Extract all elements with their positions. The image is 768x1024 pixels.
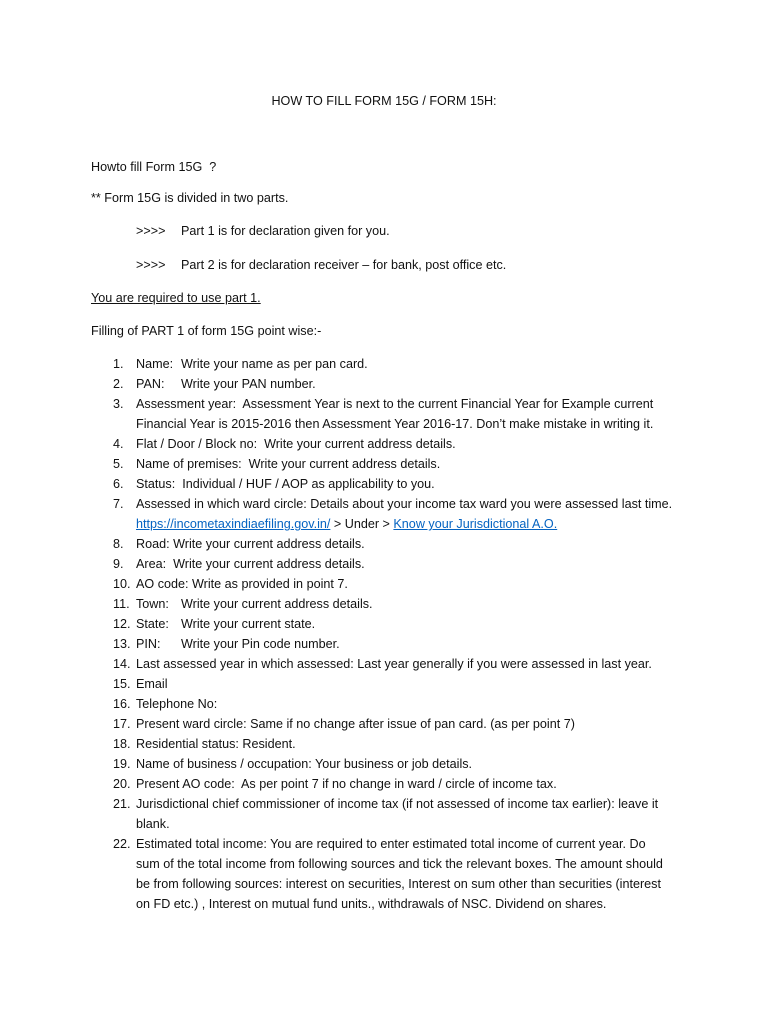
point-text: Telephone No: — [136, 697, 218, 711]
point-text: Jurisdictional chief commissioner of income tax (if not assessed of income tax earlier): leave it — [136, 797, 659, 811]
point-item-17 — [0, 714, 768, 734]
point-text: Name of premises: Write your current address details. — [136, 457, 441, 471]
point-text: PAN: Write your PAN number. — [136, 377, 316, 391]
document-title: HOW TO FILL FORM 15G / FORM 15H: — [271, 94, 497, 108]
point-number: 12. — [113, 617, 131, 631]
link-separator: > Under > — [330, 517, 394, 531]
point-text: Residential status: Resident. — [136, 737, 296, 751]
point-item-7 — [0, 494, 768, 534]
point-number: 9. — [113, 557, 124, 571]
point-number: 19. — [113, 757, 131, 771]
form-15g-heading: Howto fill Form 15G ? — [91, 160, 217, 174]
point-item-10 — [0, 574, 768, 594]
point-number: 21. — [113, 797, 131, 811]
point-number: 5. — [113, 457, 124, 471]
point-text: Road: Write your current address details. — [136, 537, 365, 551]
part-1-marker: >>>> — [136, 224, 166, 238]
point-item-16 — [0, 694, 768, 714]
points-list — [0, 354, 768, 914]
point-item-6 — [0, 474, 768, 494]
point-number: 17. — [113, 717, 131, 731]
point-text: Flat / Door / Block no: Write your current address details. — [136, 437, 456, 451]
point-text-continued: on FD etc.) , Interest on mutual fund units., withdrawals of NSC. Dividend on shares. — [136, 897, 607, 911]
point-item-13 — [0, 634, 768, 654]
point-text: Present AO code: As per point 7 if no change in ward / circle of income tax. — [136, 777, 557, 791]
point-number: 4. — [113, 437, 124, 451]
point-text: Last assessed year in which assessed: Last year generally if you were assessed in last year. — [136, 657, 652, 671]
point-number: 15. — [113, 677, 131, 691]
point-text: Area: Write your current address details. — [136, 557, 365, 571]
point-text: Email — [136, 677, 168, 691]
point-item-9 — [0, 554, 768, 574]
point-number: 3. — [113, 397, 124, 411]
point-item-15 — [0, 674, 768, 694]
point-item-8 — [0, 534, 768, 554]
point-item-11 — [0, 594, 768, 614]
point-number: 20. — [113, 777, 131, 791]
point-item-19 — [0, 754, 768, 774]
point-wise-heading: Filling of PART 1 of form 15G point wise:- — [91, 324, 322, 338]
point-text: Assessment year: Assessment Year is next to the current Financial Year for Example current — [136, 397, 654, 411]
point-text: Estimated total income: You are required to enter estimated total income of current year. Do — [136, 837, 646, 851]
point-number: 6. — [113, 477, 124, 491]
point-item-22 — [0, 834, 768, 914]
point-item-2 — [0, 374, 768, 394]
point-text: Name of business / occupation: Your business or job details. — [136, 757, 473, 771]
point-text: State: Write your current state. — [136, 617, 316, 631]
jurisdictional-ao-link[interactable]: Know your Jurisdictional A.O. — [393, 517, 558, 531]
income-tax-site-link[interactable]: https://incometaxindiaefiling.gov.in/ — [136, 517, 331, 531]
point-text: PIN: Write your Pin code number. — [136, 637, 340, 651]
point-number: 8. — [113, 537, 124, 551]
point-text: Present ward circle: Same if no change after issue of pan card. (as per point 7) — [136, 717, 575, 731]
part-2-marker: >>>> — [136, 258, 166, 272]
point-number: 2. — [113, 377, 124, 391]
point-text-continued: sum of the total income from following sources and tick the relevant boxes. The amount should — [136, 857, 663, 871]
point-item-3 — [0, 394, 768, 434]
point-text-continued: Financial Year is 2015-2016 then Assessment Year 2016-17. Don’t make mistake in writing it. — [136, 417, 654, 431]
point-item-14 — [0, 654, 768, 674]
part-2-text: Part 2 is for declaration receiver – for bank, post office etc. — [181, 258, 507, 272]
point-links-line — [136, 514, 768, 534]
point-item-5 — [0, 454, 768, 474]
point-text: Name: Write your name as per pan card. — [136, 357, 368, 371]
point-item-21 — [0, 794, 768, 834]
point-text-continued: blank. — [136, 817, 170, 831]
point-number: 10. — [113, 577, 131, 591]
part-1-text: Part 1 is for declaration given for you. — [181, 224, 390, 238]
point-text: Town: Write your current address details. — [136, 597, 373, 611]
point-number: 1. — [113, 357, 124, 371]
point-text: Status: Individual / HUF / AOP as applicability to you. — [136, 477, 435, 491]
point-item-1 — [0, 354, 768, 374]
point-item-4 — [0, 434, 768, 454]
point-number: 18. — [113, 737, 131, 751]
point-number: 14. — [113, 657, 131, 671]
point-number: 13. — [113, 637, 131, 651]
point-item-18 — [0, 734, 768, 754]
point-number: 22. — [113, 837, 131, 851]
point-item-12 — [0, 614, 768, 634]
point-text: AO code: Write as provided in point 7. — [136, 577, 348, 591]
use-part-1-note: You are required to use part 1. — [91, 291, 261, 305]
parts-intro: ** Form 15G is divided in two parts. — [91, 191, 289, 205]
point-text-continued: be from following sources: interest on securities, Interest on sum other than securities (interest — [136, 877, 661, 891]
point-number: 7. — [113, 497, 124, 511]
point-text: Assessed in which ward circle: Details about your income tax ward you were assessed last time. — [136, 497, 673, 511]
point-number: 16. — [113, 697, 131, 711]
point-number: 11. — [113, 597, 130, 611]
point-item-20 — [0, 774, 768, 794]
